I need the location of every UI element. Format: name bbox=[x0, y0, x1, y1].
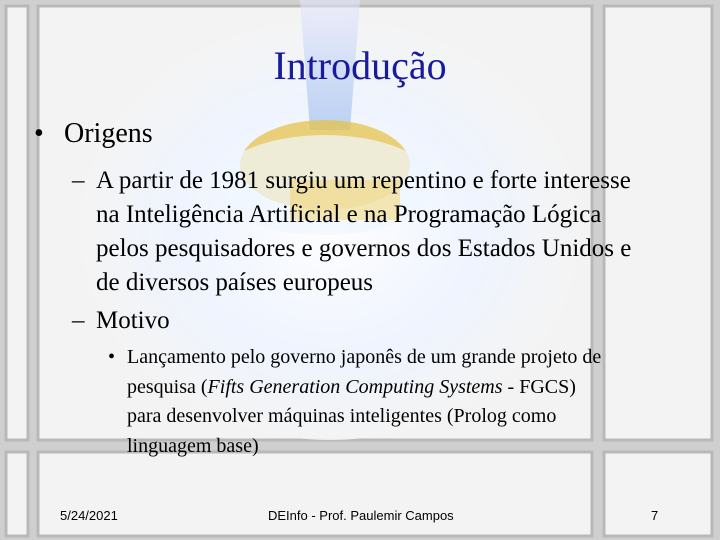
sub-bullet-1-line-3: pelos pesquisadores e governos dos Estados Unidos e bbox=[96, 235, 632, 262]
bullet3-line-2 bbox=[127, 373, 707, 403]
bullet3-line-3: para desenvolver máquinas inteligentes (Prolog como bbox=[127, 405, 557, 427]
bullet3-line-2-pre: pesquisa ( bbox=[127, 375, 208, 398]
bullet3-line-2-italic: Fifts Generation Computing Systems bbox=[207, 375, 503, 398]
sub-bullet-1-continuation bbox=[96, 198, 716, 300]
footer-center: DEInfo - Prof. Paulemir Campos bbox=[268, 508, 454, 523]
dash-marker: – bbox=[72, 307, 85, 334]
sub-bullet-2-label: Motivo bbox=[96, 307, 170, 334]
sub-bullet-1-line-2: na Inteligência Artificial e na Programação Lógica bbox=[96, 201, 602, 228]
slide-title: Introdução bbox=[273, 43, 447, 88]
sub-bullet-1-line-4: de diversos países europeus bbox=[96, 269, 374, 296]
bullet3-line-2-post: - FGCS) bbox=[502, 375, 576, 398]
bullet-origens-label: Origens bbox=[64, 118, 153, 149]
sub-bullet-1-line-1: A partir de 1981 surgiu um repentino e forte interesse bbox=[96, 167, 631, 194]
footer-date: 5/24/2021 bbox=[60, 508, 118, 523]
footer-page-number: 7 bbox=[651, 508, 659, 523]
bullet3-line-4: linguagem base) bbox=[127, 434, 259, 457]
bullet-dot: • bbox=[108, 346, 116, 368]
dash-marker: – bbox=[72, 167, 85, 194]
bullet3-line-1: Lançamento pelo governo japonês de um grande projeto de bbox=[127, 346, 602, 368]
bullet-dot: • bbox=[34, 118, 44, 149]
